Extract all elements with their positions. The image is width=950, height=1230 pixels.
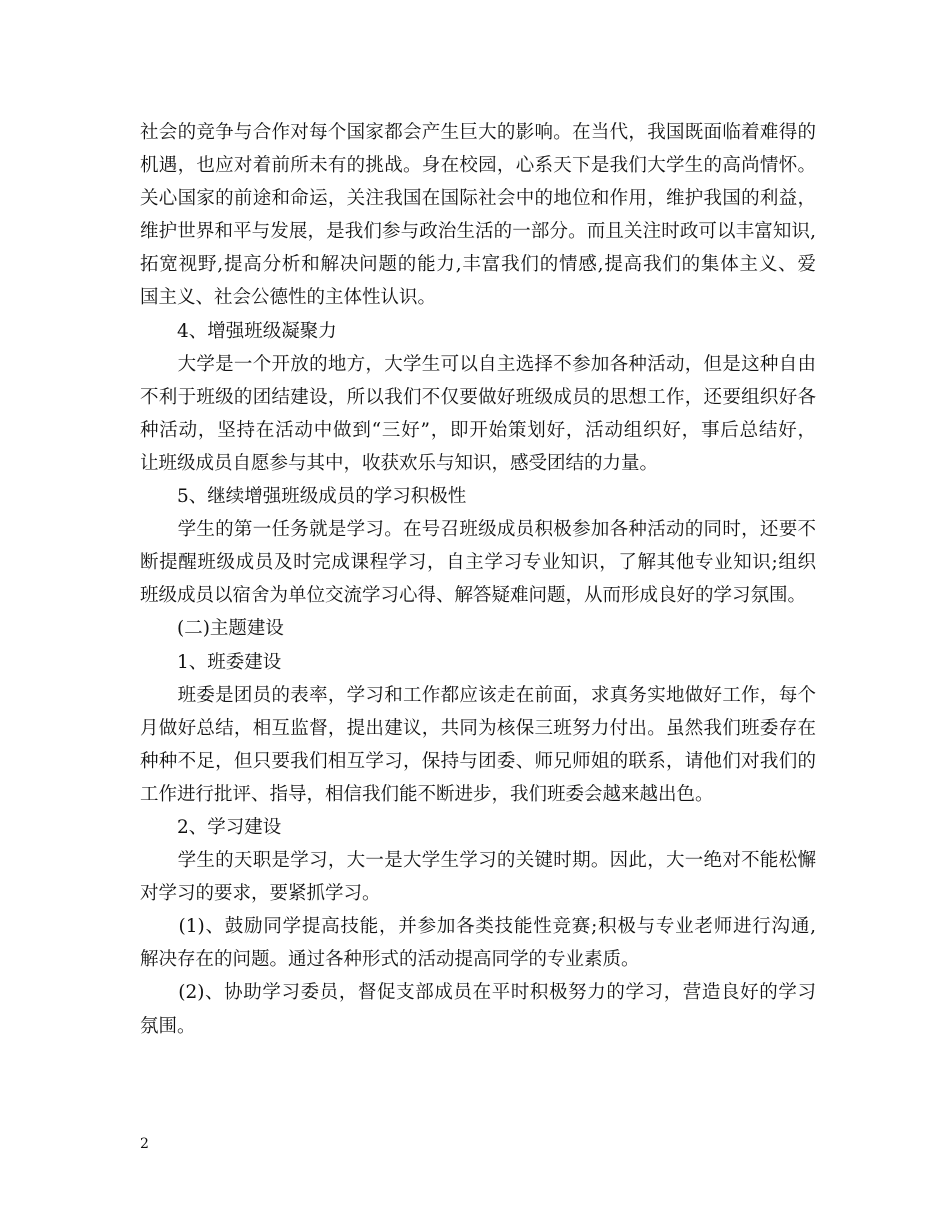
section-heading: 1、班委建设 [140, 651, 282, 673]
text-line: 解决存在的问题。通过各种形式的活动提高同学的专业素质。 [140, 949, 640, 971]
text-line: 大学是一个开放的地方，大学生可以自主选择不参加各种活动，但是这种自由 [140, 353, 816, 375]
text-line: 种活动，坚持在活动中做到“三好”，即开始策划好，活动组织好，事后总结好， [140, 419, 816, 441]
section-heading: 5、继续增强班级成员的学习积极性 [140, 486, 467, 508]
text-line: 班委是团员的表率，学习和工作都应该走在前面，求真务实地做好工作，每个 [140, 684, 816, 706]
text-line: 班级成员以宿舍为单位交流学习心得、解答疑难问题，从而形成良好的学习氛围。 [140, 585, 807, 607]
text-line: (1)、鼓励同学提高技能，并参加各类技能性竞赛;积极与专业老师进行沟通, [140, 916, 816, 938]
text-line: 关心国家的前途和命运，关注我国在国际社会中的地位和作用，维护我国的利益， [140, 188, 816, 210]
section-heading: 2、学习建设 [140, 816, 282, 838]
text-line: 维护世界和平与发展，是我们参与政治生活的一部分。而且关注时政可以丰富知识, [140, 221, 816, 243]
text-line: 氛围。 [140, 1015, 196, 1037]
text-line: 不利于班级的团结建设，所以我们不仅要做好班级成员的思想工作，还要组织好各 [140, 386, 816, 408]
text-line: 学生的第一任务就是学习。在号召班级成员积极参加各种活动的同时，还要不 [140, 519, 816, 541]
text-line: 社会的竞争与合作对每个国家都会产生巨大的影响。在当代，我国既面临着难得的 [140, 122, 816, 143]
text-line: 让班级成员自愿参与其中，收获欢乐与知识，感受团结的力量。 [140, 452, 659, 474]
text-line: 工作进行批评、指导，相信我们能不断进步，我们班委会越来越出色。 [140, 783, 714, 805]
text-line: 拓宽视野,提高分析和解决问题的能力,丰富我们的情感,提高我们的集体主义、爱 [140, 254, 816, 276]
document-body [140, 116, 816, 1043]
text-line: 月做好总结，相互监督，提出建议，共同为核保三班努力付出。虽然我们班委存在 [140, 717, 816, 739]
text-line: 对学习的要求，要紧抓学习。 [140, 883, 381, 905]
text-line: 种种不足，但只要我们相互学习，保持与团委、师兄师姐的联系，请他们对我们的 [140, 750, 816, 772]
text-line: 机遇，也应对着前所未有的挑战。身在校园，心系天下是我们大学生的高尚情怀。 [140, 155, 816, 177]
section-heading: 4、增强班级凝聚力 [140, 320, 337, 342]
text-line: 断提醒班级成员及时完成课程学习，自主学习专业知识，了解其他专业知识;组织 [140, 552, 816, 574]
text-line: (2)、协助学习委员，督促支部成员在平时积极努力的学习，营造良好的学习 [140, 982, 816, 1004]
section-heading: (二)主题建设 [140, 618, 284, 640]
page-number: 2 [140, 1136, 149, 1152]
text-line: 国主义、社会公德性的主体性认识。 [140, 287, 437, 309]
text-line: 学生的天职是学习，大一是大学生学习的关键时期。因此，大一绝对不能松懈 [140, 850, 816, 872]
